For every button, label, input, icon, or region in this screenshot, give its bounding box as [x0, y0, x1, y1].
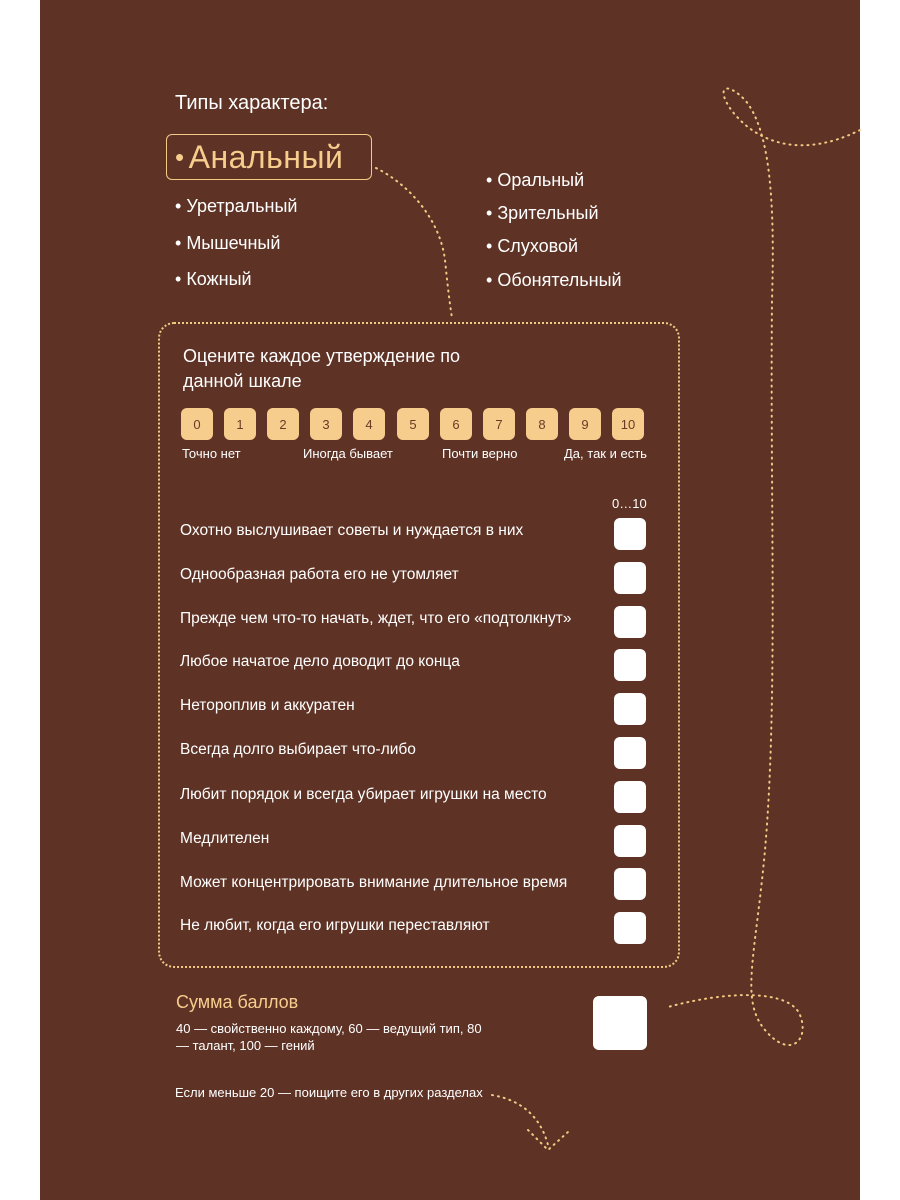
sum-note: 40 — свойственно каждому, 60 — ведущий тип, 80 — талант, 100 — гений — [176, 1021, 482, 1053]
type-label: Кожный — [186, 269, 252, 289]
statement-text: Любит порядок и всегда убирает игрушки на место — [180, 786, 547, 803]
scale-label-none: Точно нет — [182, 446, 241, 461]
scale-value: 6 — [440, 408, 472, 440]
statement-text: Может концентрировать внимание длительное время — [180, 874, 568, 891]
scale-value: 0 — [181, 408, 213, 440]
score-input[interactable] — [614, 562, 646, 594]
bullet-icon: • — [486, 236, 493, 256]
scale-label-yes: Да, так и есть — [564, 446, 647, 461]
type-item — [486, 203, 599, 224]
type-item — [175, 196, 297, 217]
types-heading: Типы характера: — [175, 92, 329, 114]
score-input[interactable] — [614, 518, 646, 550]
scale-value: 10 — [612, 408, 644, 440]
score-input[interactable] — [614, 649, 646, 681]
score-input[interactable] — [614, 693, 646, 725]
scale-value: 2 — [267, 408, 299, 440]
score-input[interactable] — [614, 868, 646, 900]
scale-label-almost: Почти верно — [442, 446, 518, 461]
featured-type-badge — [166, 134, 372, 180]
type-label: Зрительный — [497, 203, 599, 223]
type-label: Мышечный — [186, 233, 281, 253]
type-label: Оральный — [497, 170, 585, 190]
type-item — [175, 269, 252, 290]
scale-value: 7 — [483, 408, 515, 440]
score-input[interactable] — [614, 606, 646, 638]
sum-input[interactable] — [593, 996, 647, 1050]
type-item — [175, 233, 280, 254]
statement-text: Не любит, когда его игрушки переставляют — [180, 917, 490, 934]
statement-text: Любое начатое дело доводит до конца — [180, 653, 460, 670]
statement-text: Нетороплив и аккуратен — [180, 697, 355, 714]
scale-value: 1 — [224, 408, 256, 440]
featured-type-label: Анальный — [188, 138, 344, 175]
scale-label-sometimes: Иногда бывает — [303, 446, 393, 461]
rating-instruction: Оцените каждое утверждение по данной шкале — [183, 346, 460, 391]
bullet-icon: • — [175, 233, 182, 253]
scale-value: 8 — [526, 408, 558, 440]
footer-note: Если меньше 20 — поищите его в других разделах — [175, 1085, 483, 1100]
statement-text: Прежде чем что-то начать, ждет, что его «подтолкнут» — [180, 610, 572, 627]
scale-value: 5 — [397, 408, 429, 440]
type-label: Слуховой — [497, 236, 579, 256]
score-input[interactable] — [614, 737, 646, 769]
statement-text: Всегда долго выбирает что-либо — [180, 741, 416, 758]
score-input[interactable] — [614, 781, 646, 813]
type-item — [486, 236, 578, 257]
score-input[interactable] — [614, 912, 646, 944]
scale-value: 4 — [353, 408, 385, 440]
bullet-icon: • — [486, 203, 493, 223]
bullet-icon: • — [175, 196, 182, 216]
score-range-label: 0…10 — [612, 496, 647, 511]
type-label: Уретральный — [186, 196, 298, 216]
bullet-icon: • — [486, 170, 493, 190]
bullet-icon: • — [486, 270, 493, 290]
statement-text: Охотно выслушивает советы и нуждается в них — [180, 522, 524, 539]
scale-value: 3 — [310, 408, 342, 440]
bullet-icon: • — [175, 141, 185, 172]
type-label: Обонятельный — [497, 270, 622, 290]
sum-title: Сумма баллов — [176, 992, 299, 1012]
type-item — [486, 270, 622, 291]
statement-text: Медлителен — [180, 830, 270, 847]
score-input[interactable] — [614, 825, 646, 857]
bullet-icon: • — [175, 269, 182, 289]
type-item — [486, 170, 584, 191]
scale-value: 9 — [569, 408, 601, 440]
statement-text: Однообразная работа его не утомляет — [180, 566, 459, 583]
